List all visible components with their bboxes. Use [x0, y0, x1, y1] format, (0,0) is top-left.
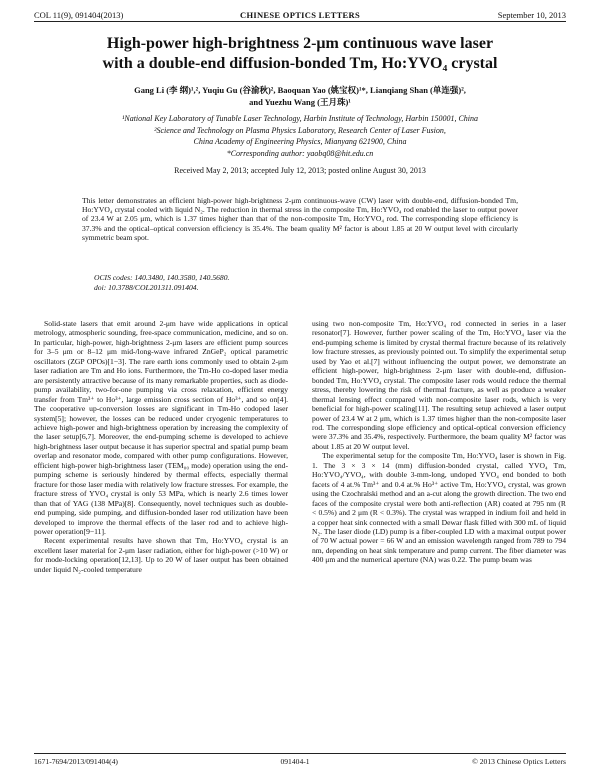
- affiliations: [34, 113, 566, 159]
- corresponding-author: *Corresponding author: yaobq08@hit.edu.cn: [226, 148, 374, 158]
- ocis-doi-block: [94, 273, 229, 292]
- received-dates: Received May 2, 2013; accepted July 12, 2013; posted online August 30, 2013: [174, 166, 426, 175]
- body-paragraph: Solid-state lasers that emit around 2-μm have wide applications in optical metrology, atmospheric sounding, free-space communication, medicine, and so on. In particular, high-power, high-brightness 2-μm lasers are efficient pump sources for 3–5 μm or 8–12 μm mid-/long-wave infrared ZnGeP₂ optical parametric oscillators (ZGP OPOs)[1−3]. The rare earth ions commonly used to obtain 2-μm laser radiation are Tm and Ho ions. Furthermore, the Tm-Ho co-doped laser media are persistently attractive because of its many remarkable properties, such as diode-pump availability, two-for-one pumping via cross relaxation, efficient energy transfer from Tm³⁺ to Ho³⁺, large emission cross section of Ho³⁺, and so on[4]. The cooperative up-conversion losses are significant in Tm-Ho codoped laser system[5]; however, the losses can be reduced under cryogenic temperatures to achieve high-power and high-brightness operation by increasing the complexity of the laser setup[6,7]. Moreover, the end-pumping scheme is developed to achieve high-brightness laser output because it has superior spectral and spatial pump beam overlap and resonator mode, compared with other pump configurations. However, efficient high-power high-brightness laser (TEM₀₀ mode) operation using the end-pumping scheme is seriously hindered by thermal effects, especially thermal fracture for those laser media with relatively low fracture stresses. For example, the fracture stress of YVO₄ crystal is only 53 MPa, which is nearly 2.6 times lower than that of YAG (138 MPa)[8]. Consequently, novel techniques such as double-end pumping, side pumping, and diffusion-bonded laser rod utilization have been developed to improve the thermal effects of the laser rod and to achieve high-power operation[9−11].: [34, 319, 288, 536]
- affiliation-2-cont: China Academy of Engineering Physics, Mianyang 621900, China: [193, 137, 407, 146]
- header-rule: [34, 21, 566, 22]
- title-line-1: High-power high-brightness 2-μm continuous wave laser: [106, 35, 494, 52]
- body-column-left: [34, 319, 288, 574]
- author-list: [34, 84, 566, 108]
- footer-rule: [34, 753, 566, 754]
- running-header: [34, 6, 566, 20]
- affiliation-1: ¹National Key Laboratory of Tunable Laser Technology, Harbin Institute of Technology, Harbin 150001, China: [121, 114, 479, 123]
- issn: 1671-7694/2013/091404(4): [34, 757, 118, 766]
- authors-line-1: Gang Li (李 纲)¹,², Yuqiu Gu (谷渝秋)², Baoquan Yao (姚宝权)¹*, Lianqiang Shan (单连强)²,: [134, 85, 466, 95]
- body-paragraph: The experimental setup for the composite Tm, Ho:YVO₄ laser is shown in Fig. 1. The 3 × 3 × 14 (mm) diffusion-bonded crystal, called YVO₄ Tm, Ho:YVO₄/YVO₄, with double 3-mm-long, undoped YVO₄ end bonded to both facets of 4 at.% Tm³⁺ and 0.4 at.% Ho³⁺ active Tm, Ho:YVO₄ crystal, was grown using the Czochralski method and an a-cut along the growth direction. The two end faces of the composite crystal were both anti-reflection (AR) coated at 795 nm (R < 0.5%) and 2 μm (R < 0.3%). The crystal was wrapped in indium foil and held in a copper heat sink connected with a small Dewar flask filled with 300 mL of liquid N₂. The laser diode (LD) pump is a fiber-coupled LD with a maximal output power of 70 W actual power = 66 W and an emission wavelength ranged from 789 to 794 nm, depending on heat sink temperature and pump current. The fiber diameter was 400 μm and the numerical aperture (NA) was 0.22. The pump beam was: [312, 451, 566, 565]
- body-paragraph: Recent experimental results have shown that Tm, Ho:YVO₄ crystal is an excellent laser material for 2-μm laser radiation, either for high-power (>10 W) or for mode-locking operation[12,13]. Up to 20 W of laser output has been obtained under liquid N₂-cooled temperature: [34, 536, 288, 574]
- page-footer: [34, 757, 566, 766]
- copyright: © 2013 Chinese Optics Letters: [472, 757, 566, 766]
- ocis-codes: OCIS codes: 140.3480, 140.3580, 140.5680.: [94, 273, 230, 282]
- journal-reference: COL 11(9), 091404(2013): [34, 10, 124, 20]
- journal-name: CHINESE OPTICS LETTERS: [240, 10, 360, 20]
- paper-title: [34, 34, 566, 74]
- title-line-2: with a double-end diffusion-bonded Tm, Ho:YVO₄ crystal: [102, 55, 498, 72]
- page-number: 091404-1: [280, 757, 310, 766]
- affiliation-2: ²Science and Technology on Plasma Physics Laboratory, Research Center of Laser Fusion,: [154, 125, 446, 135]
- authors-line-2: and Yuezhu Wang (王月珠)¹: [249, 97, 351, 107]
- body-paragraph: using two non-composite Tm, Ho:YVO₄ rod connected in series in a laser resonator[7]. However, further power scaling of the Tm, Ho:YVO₄ laser via the end-pumping scheme is limited by crystal thermal fracture because of its relatively low fracture stresses, as previously pointed out. To simplify the experimental setup used by Yao et al.[7] without influencing the output power, we demonstrate an efficient high-power, high-brightness 2-μm laser with double-end, diffusion-bonded Tm, Ho:YVO₄ crystal. The composite laser rods would reduce the thermal stress, thereby lowering the risk of thermal fracture, as well as produce a weaker thermal lensing effect compared with non-composite laser rods, which is very beneficial for high-power scaling[11]. The resulting setup achieved a laser output power of 23.4 W at 2 μm, which is 1.37 times higher than the non-composite laser rod. The corresponding slope efficiency and optical-optical conversion efficiency were 37.3% and 35.4%, respectively. Furthermore, the beam quality M² factor was about 1.85 at 20 W output level.: [312, 319, 566, 451]
- body-column-right: [312, 319, 566, 565]
- abstract: This letter demonstrates an efficient high-power high-brightness 2-μm continuous-wave (CW) laser with double-end, diffusion-bonded Tm, Ho:YVO₄ crystal cooled with liquid N₂. The reduction in thermal stress in the composite Tm, Ho:YVO₄ rod enabled the laser to output power of 23.4 W at 2.05 μm, which is 1.37 times higher than that of the non-composite Tm, Ho:YVO₄ rod. The corresponding slope efficiency is 37.3% and the optical–optical conversion efficiency is 35.4%. The beam quality M² factor is about 1.85 at 20 W output level with circularly symmetric beam spot.: [82, 196, 518, 242]
- doi: doi: 10.3788/COL201311.091404.: [94, 282, 199, 292]
- issue-date: September 10, 2013: [497, 10, 566, 20]
